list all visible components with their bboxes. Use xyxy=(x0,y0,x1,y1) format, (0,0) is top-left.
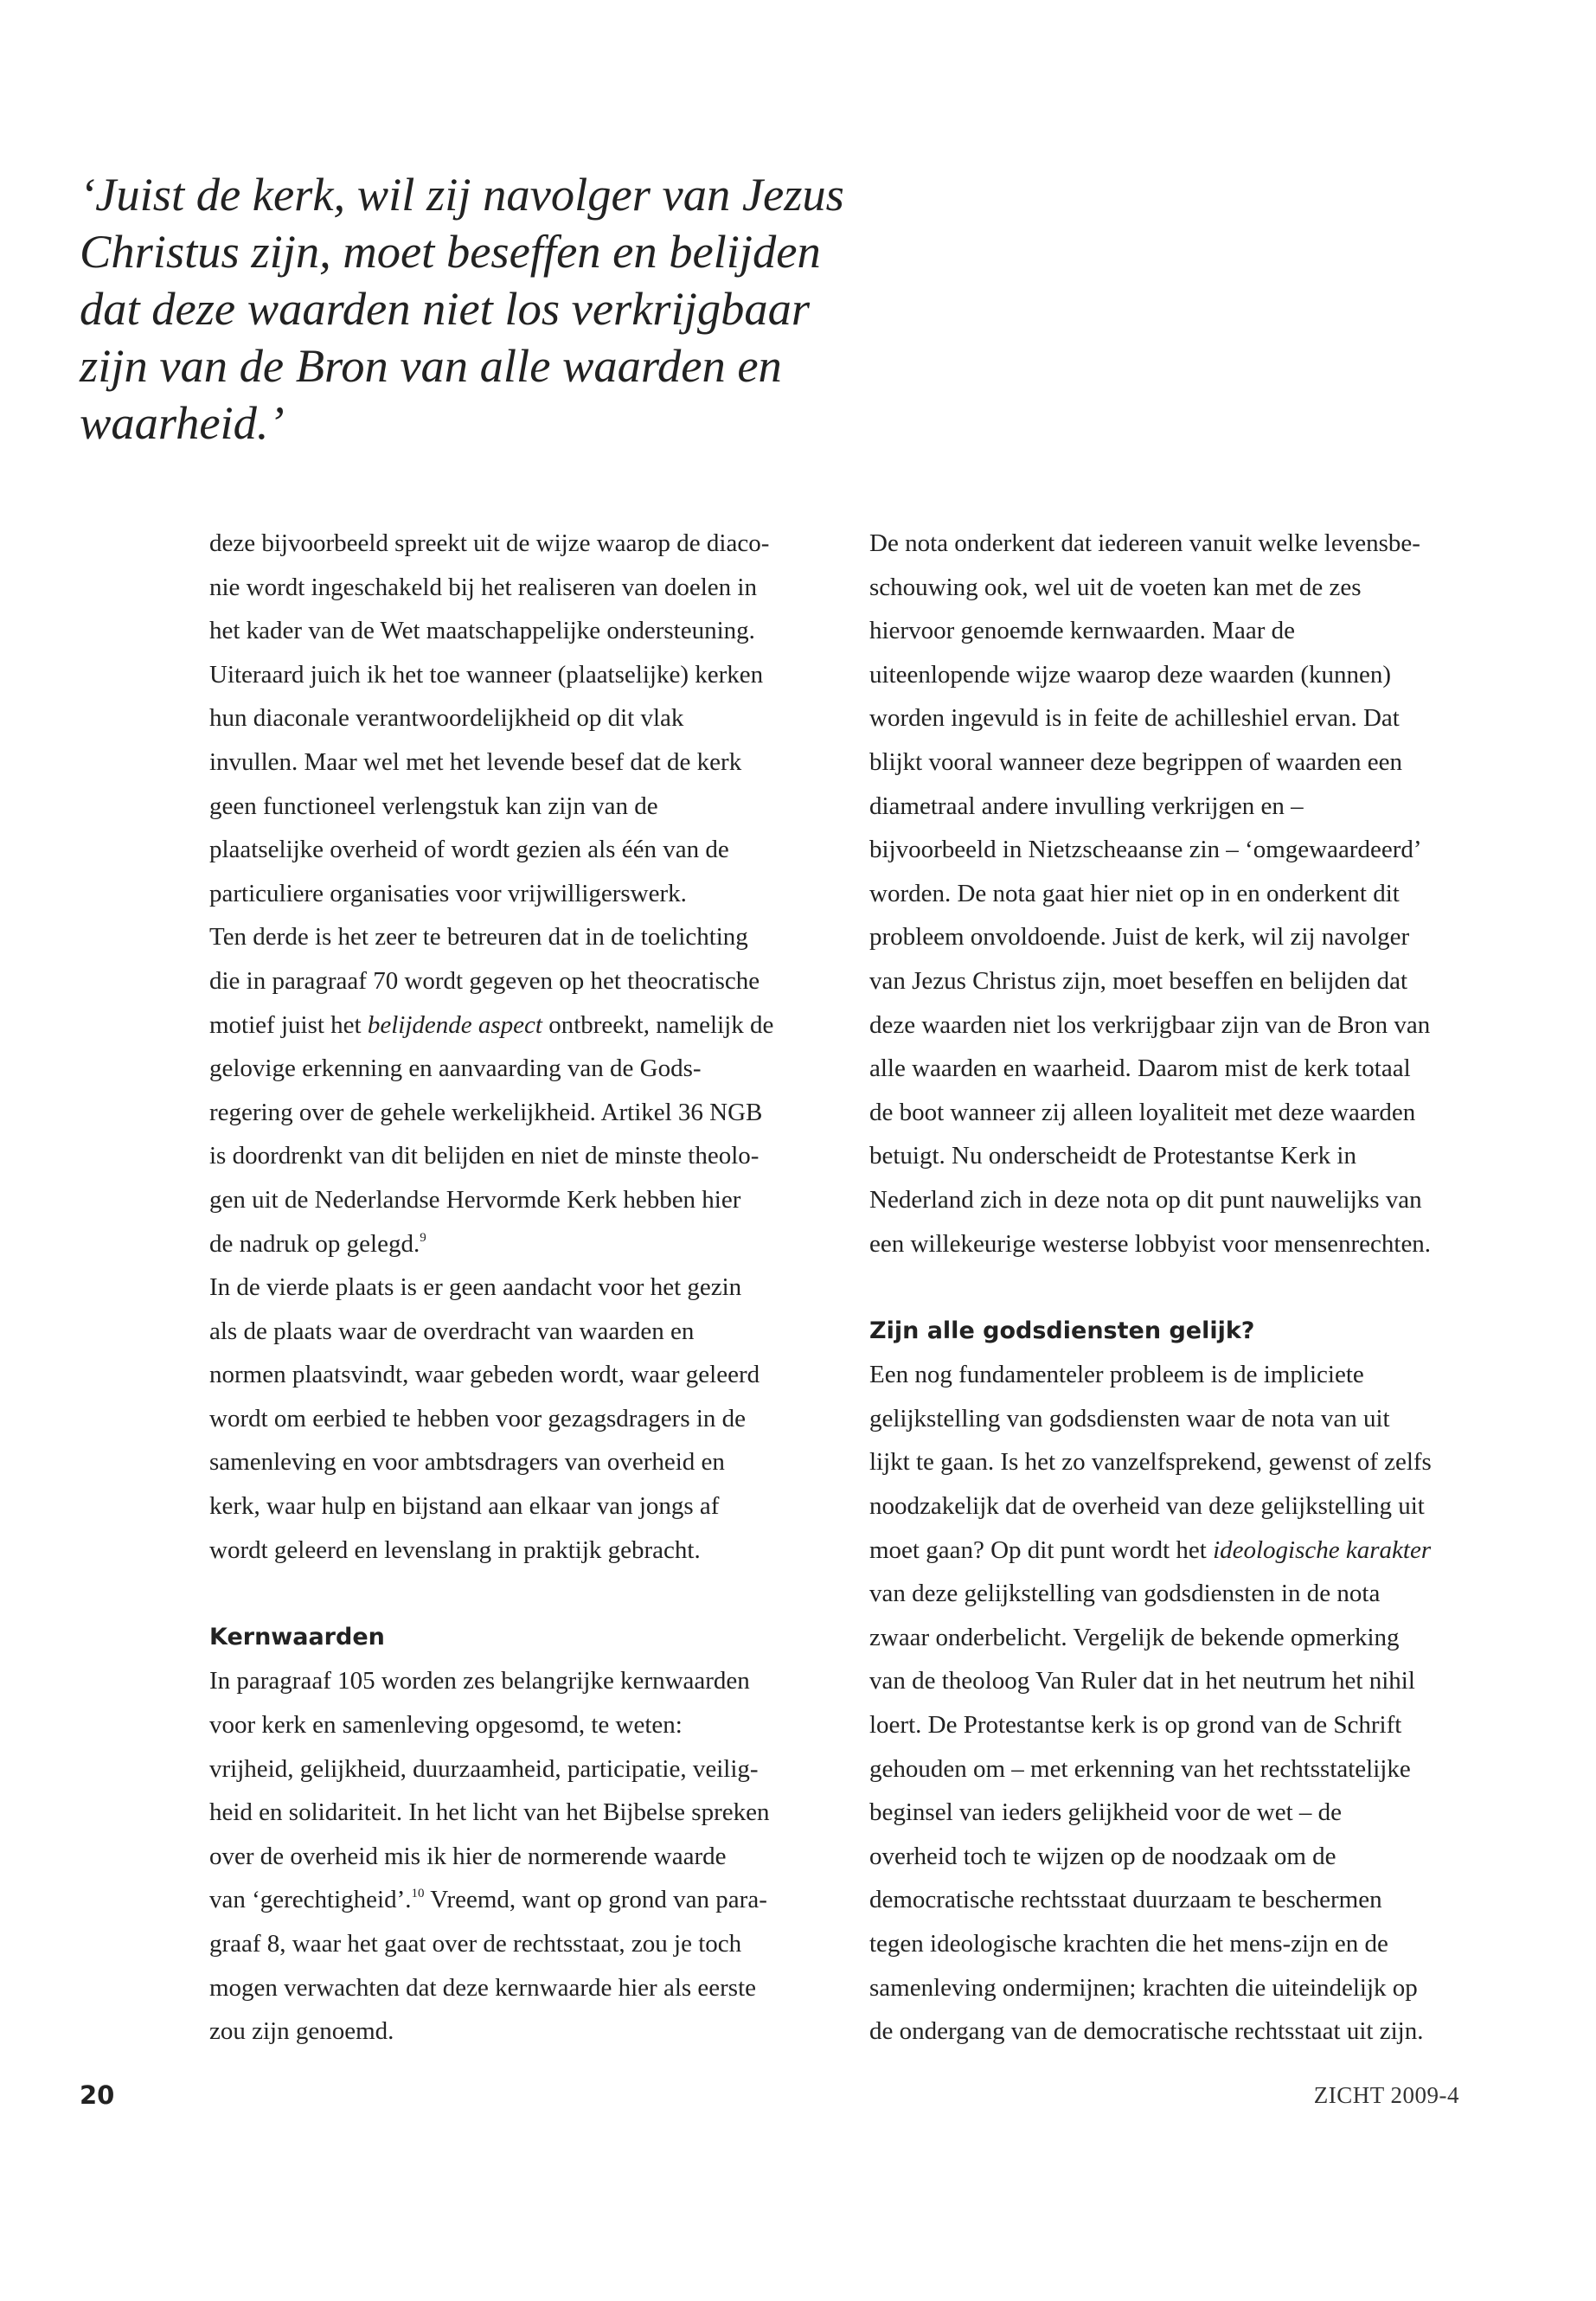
text-line: gelovige erkenning en aanvaarding van de Gods- xyxy=(209,1054,702,1083)
paragraph-gap xyxy=(869,1266,1475,1310)
text-line: Ten derde is het zeer te betreuren dat in de toelichting xyxy=(209,923,748,952)
text-line: uiteenlopende wijze waarop deze waarden (kunnen) xyxy=(869,660,1392,689)
text-line: noodzakelijk dat de overheid van deze gelijkstelling uit xyxy=(869,1492,1425,1521)
text-line: die in paragraaf 70 wordt gegeven op het theocratische xyxy=(209,966,760,995)
text-line xyxy=(209,1003,815,1048)
pull-quote-line: Christus zijn, moet beseffen en belijden xyxy=(80,225,821,278)
footnote-marker: 10 xyxy=(411,1887,425,1901)
text-line: particuliere organisaties voor vrijwilligerswerk. xyxy=(209,879,687,907)
text-line: hun diaconale verantwoordelijkheid op dit vlak xyxy=(209,704,684,733)
text-line xyxy=(209,1878,815,1922)
text-segment: motief juist het xyxy=(209,1010,368,1039)
text-line: deze waarden niet los verkrijgbaar zijn van de Bron van xyxy=(869,1010,1431,1039)
text-line: worden. De nota gaat hier niet op in en onderkent dit xyxy=(869,879,1400,907)
text-line: Uiteraard juich ik het toe wanneer (plaatselijke) kerken xyxy=(209,660,764,689)
text-line: zwaar onderbelicht. Vergelijk de bekende opmerking xyxy=(869,1623,1400,1651)
text-line: als de plaats waar de overdracht van waarden en xyxy=(209,1317,695,1345)
paragraph-gap xyxy=(209,1572,815,1616)
pull-quote-line: ‘Juist de kerk, wil zij navolger van Jezus xyxy=(80,168,844,221)
text-line: tegen ideologische krachten die het mens-zijn en de xyxy=(869,1930,1388,1958)
text-line: samenleving en voor ambtsdragers van overheid en xyxy=(209,1448,725,1477)
text-line: plaatselijke overheid of wordt gezien als één van de xyxy=(209,836,729,864)
section-heading: Zijn alle godsdiensten gelijk? xyxy=(869,1317,1255,1344)
text-line: van de theoloog Van Ruler dat in het neutrum het nihil xyxy=(869,1667,1415,1695)
journal-issue: ZICHT 2009-4 xyxy=(1313,2082,1459,2108)
text-line: een willekeurige westerse lobbyist voor mensenrechten. xyxy=(869,1229,1432,1258)
text-line: is doordrenkt van dit belijden en niet de minste theolo- xyxy=(209,1142,760,1170)
right-column xyxy=(869,522,1475,2054)
text-line: wordt geleerd en levenslang in praktijk gebracht. xyxy=(209,1535,701,1564)
text-line: overheid toch te wijzen op de noodzaak om de xyxy=(869,1842,1336,1870)
text-line: zou zijn genoemd. xyxy=(209,2017,394,2046)
text-line: regering over de gehele werkelijkheid. Artikel 36 NGB xyxy=(209,1098,763,1126)
text-line: kerk, waar hulp en bijstand aan elkaar van jongs af xyxy=(209,1492,720,1521)
text-line: invullen. Maar wel met het levende besef dat de kerk xyxy=(209,747,742,776)
pull-quote-line: dat deze waarden niet los verkrijgbaar xyxy=(80,282,811,335)
text-line: alle waarden en waarheid. Daarom mist de kerk totaal xyxy=(869,1054,1411,1083)
text-segment: ontbreekt, namelijk de xyxy=(542,1010,774,1039)
text-line: In de vierde plaats is er geen aandacht voor het gezin xyxy=(209,1273,742,1302)
text-segment: van ‘gerechtigheid’. xyxy=(209,1886,412,1914)
footnote-marker: 9 xyxy=(420,1230,426,1245)
text-line: gehouden om – met erkenning van het rechtsstatelijke xyxy=(869,1754,1411,1783)
pull-quote-line: waarheid.’ xyxy=(80,396,285,449)
text-line: Nederland zich in deze nota op dit punt nauwelijks van xyxy=(869,1185,1422,1214)
text-line: In paragraaf 105 worden zes belangrijke kernwaarden xyxy=(209,1667,750,1695)
text-line xyxy=(209,1222,815,1266)
text-line: lijkt te gaan. Is het zo vanzelfsprekend, gewenst of zelfs xyxy=(869,1448,1432,1477)
page-number: 20 xyxy=(80,2080,115,2110)
text-line: betuigt. Nu onderscheidt de Protestantse Kerk in xyxy=(869,1142,1356,1170)
text-line: voor kerk en samenleving opgesomd, te weten: xyxy=(209,1711,683,1740)
emphasis-text: ideologische karakter xyxy=(1213,1535,1432,1564)
pull-quote xyxy=(80,166,844,452)
text-segment: moet gaan? Op dit punt wordt het xyxy=(869,1535,1214,1564)
text-line: nie wordt ingeschakeld bij het realiseren van doelen in xyxy=(209,573,757,601)
text-line: blijkt vooral wanneer deze begrippen of waarden een xyxy=(869,747,1402,776)
text-line: democratische rechtsstaat duurzaam te beschermen xyxy=(869,1886,1382,1914)
text-line: wordt om eerbied te hebben voor gezagsdragers in de xyxy=(209,1404,747,1433)
text-line: heid en solidariteit. In het licht van het Bijbelse spreken xyxy=(209,1798,770,1827)
text-line: loert. De Protestantse kerk is op grond van de Schrift xyxy=(869,1711,1402,1740)
text-line: van deze gelijkstelling van godsdiensten in de nota xyxy=(869,1580,1381,1608)
text-line: geen functioneel verlengstuk kan zijn van de xyxy=(209,792,658,820)
text-line: beginsel van ieders gelijkheid voor de wet – de xyxy=(869,1798,1343,1827)
text-line: het kader van de Wet maatschappelijke ondersteuning. xyxy=(209,617,755,645)
section-heading: Kernwaarden xyxy=(209,1623,385,1650)
text-line: worden ingevuld is in feite de achilleshiel ervan. Dat xyxy=(869,704,1400,733)
left-column xyxy=(209,522,815,2054)
text-line: de ondergang van de democratische rechtsstaat uit zijn. xyxy=(869,2017,1424,2046)
text-line xyxy=(869,1529,1475,1573)
text-line: normen plaatsvindt, waar gebeden wordt, waar geleerd xyxy=(209,1361,760,1389)
text-line: De nota onderkent dat iedereen vanuit welke levensbe- xyxy=(869,529,1420,557)
text-line: gen uit de Nederlandse Hervormde Kerk hebben hier xyxy=(209,1185,741,1214)
text-line: hiervoor genoemde kernwaarden. Maar de xyxy=(869,617,1295,645)
text-segment: de nadruk op gelegd. xyxy=(209,1229,420,1258)
text-line: diametraal andere invulling verkrijgen en – xyxy=(869,792,1304,820)
text-line: bijvoorbeeld in Nietzscheaanse zin – ‘omgewaardeerd’ xyxy=(869,836,1422,864)
text-line: Een nog fundamenteler probleem is de impliciete xyxy=(869,1361,1364,1389)
text-line: van Jezus Christus zijn, moet beseffen en belijden dat xyxy=(869,966,1407,995)
text-line: vrijheid, gelijkheid, duurzaamheid, participatie, veilig- xyxy=(209,1754,759,1783)
text-segment: Vreemd, want op grond van para- xyxy=(424,1886,767,1914)
pull-quote-line: zijn van de Bron van alle waarden en xyxy=(80,339,782,392)
text-line: gelijkstelling van godsdiensten waar de nota van uit xyxy=(869,1404,1390,1433)
text-line: schouwing ook, wel uit de voeten kan met de zes xyxy=(869,573,1362,601)
text-line: probleem onvoldoende. Juist de kerk, wil zij navolger xyxy=(869,923,1410,952)
text-line: mogen verwachten dat deze kernwaarde hier als eerste xyxy=(209,1973,757,2002)
emphasis-text: belijdende aspect xyxy=(367,1010,542,1039)
text-line: graaf 8, waar het gaat over de rechtsstaat, zou je toch xyxy=(209,1930,742,1958)
text-line: over de overheid mis ik hier de normerende waarde xyxy=(209,1842,727,1870)
text-line: samenleving ondermijnen; krachten die uiteindelijk op xyxy=(869,1973,1418,2002)
text-line: deze bijvoorbeeld spreekt uit de wijze waarop de diaco- xyxy=(209,529,770,557)
text-line: de boot wanneer zij alleen loyaliteit met deze waarden xyxy=(869,1098,1416,1126)
